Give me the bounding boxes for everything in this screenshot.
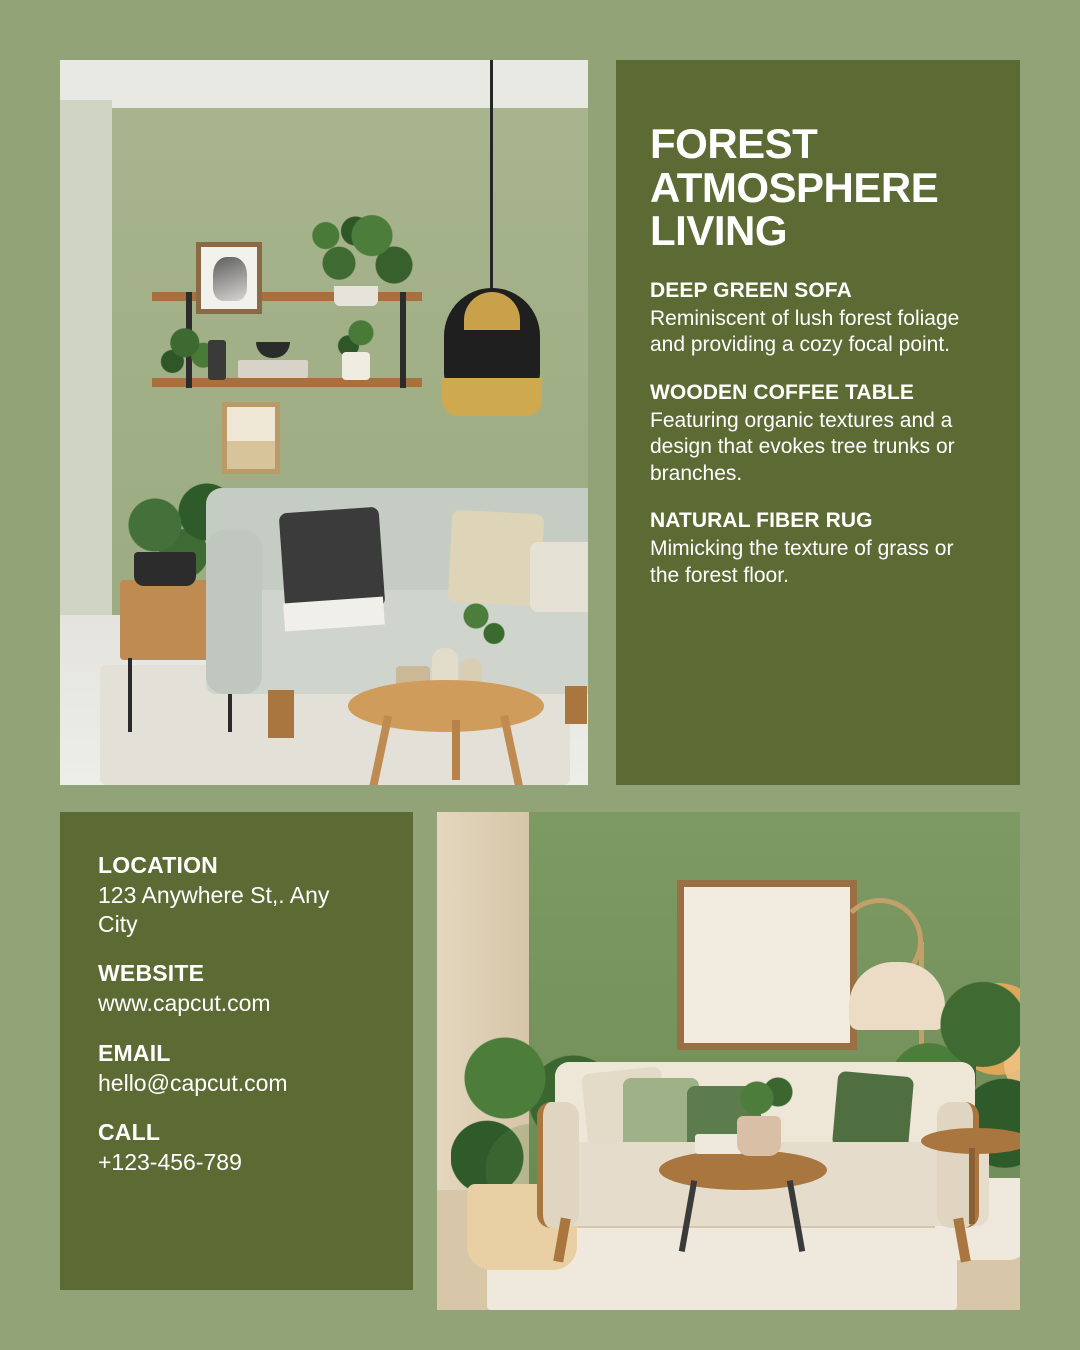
feature-body: Featuring organic textures and a design that evokes tree trunks or branches. (650, 408, 955, 485)
fern-pot (134, 552, 196, 586)
ceiling (60, 60, 588, 108)
contact-location (98, 852, 375, 938)
contact-label: EMAIL (98, 1039, 171, 1066)
framed-abstract-art (677, 880, 857, 1050)
page-title: FOREST ATMOSPHERE LIVING (650, 120, 939, 255)
feature-item (650, 509, 986, 589)
coffee-table-leg (452, 720, 460, 780)
sofa-leg (565, 686, 587, 724)
feature-item (650, 381, 986, 487)
side-wall (60, 100, 112, 660)
features-panel (616, 60, 1020, 785)
feature-body: Reminiscent of lush forest foliage and providing a cozy focal point. (650, 307, 960, 357)
feature-item (650, 279, 986, 359)
pendant-lamp-cord (490, 60, 493, 292)
contact-value[interactable]: hello@capcut.com (98, 1069, 288, 1096)
feature-title: WOODEN COFFEE TABLE (650, 380, 914, 404)
shelf-bracket (400, 292, 406, 388)
photo-living-room-top-left (60, 60, 588, 785)
coffee-table-top (348, 680, 544, 732)
table-pot (737, 1116, 781, 1156)
contact-value: 123 Anywhere St,. Any City (98, 882, 330, 937)
feature-body: Mimicking the texture of grass or the forest floor. (650, 537, 954, 587)
contact-call (98, 1119, 375, 1177)
table-books (695, 1134, 743, 1154)
contact-value[interactable]: +123-456-789 (98, 1149, 242, 1176)
photo-living-room-bottom-right (437, 812, 1020, 1310)
shelf-books (238, 360, 308, 378)
contact-label: LOCATION (98, 852, 218, 878)
table-branch-vase-plant (452, 588, 512, 658)
contact-value[interactable]: www.capcut.com (98, 990, 271, 1017)
dark-vase (208, 340, 226, 380)
contact-label: WEBSITE (98, 960, 205, 987)
coffee-table-top (659, 1150, 827, 1190)
cushion-dark-green (832, 1071, 914, 1153)
contact-panel (60, 812, 413, 1290)
ceramic-vase (342, 352, 370, 380)
cushion-cream (530, 542, 588, 612)
pendant-lamp-bottom-ring (442, 378, 542, 416)
contact-label: CALL (98, 1119, 161, 1146)
plant-pot (334, 286, 378, 306)
sofa-armrest (206, 530, 262, 694)
contact-email (98, 1040, 375, 1098)
feature-title: NATURAL FIBER RUG (650, 509, 873, 533)
sofa-armrest-left (537, 1102, 579, 1228)
feature-title: DEEP GREEN SOFA (650, 279, 852, 303)
sofa-leg (268, 690, 294, 738)
side-table-leg (969, 1148, 975, 1224)
contact-website (98, 960, 375, 1018)
framed-portrait (196, 242, 262, 314)
